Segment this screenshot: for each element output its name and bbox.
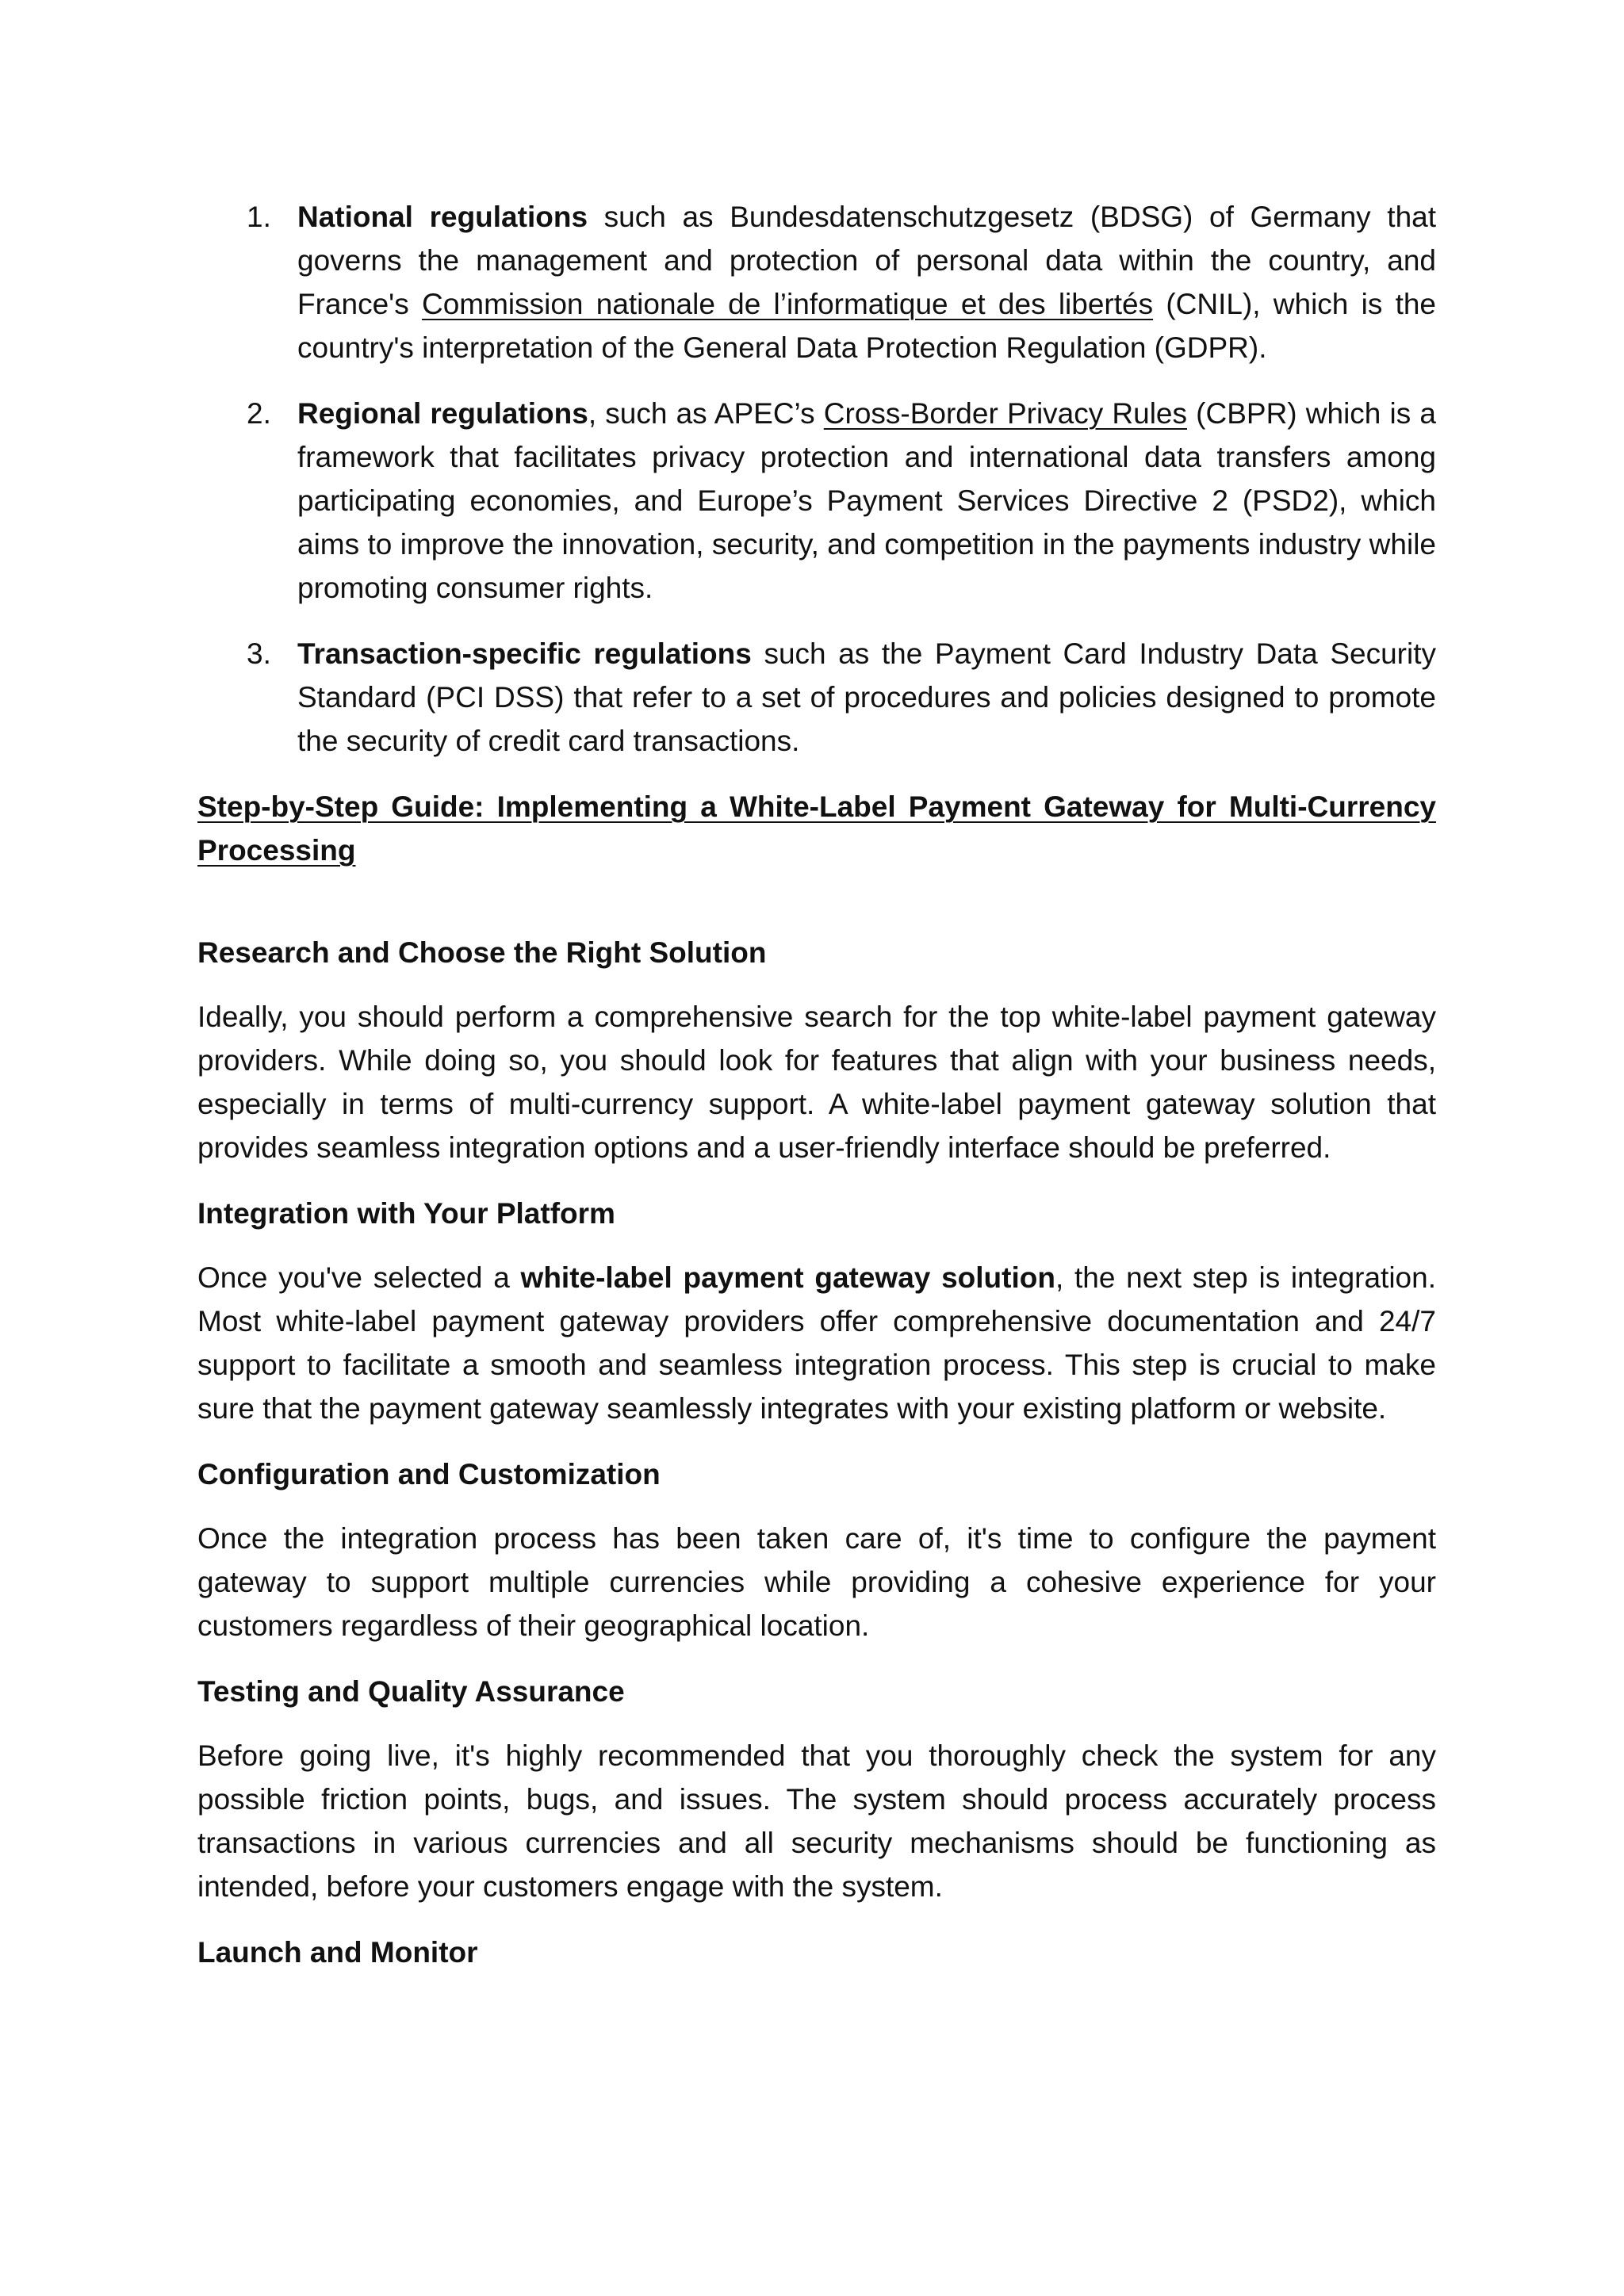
section-heading-launch: Launch and Monitor [197,1936,478,1969]
body-emphasis: white-label payment gateway solution [520,1261,1055,1294]
document-content [197,195,1436,1974]
cnil-link[interactable]: Commission nationale de l’informatique et des libertés [421,288,1154,320]
list-item [197,195,1436,369]
list-number: 2. [247,397,271,430]
list-item-term: Regional regulations [297,397,588,430]
section-body-configuration: Once the integration process has been taken care of, it's time to configure the payment gateway to support multiple currencies while providing a cohesive experience for your customers regardless of their geographical location. [197,1522,1436,1642]
list-item-term: Transaction-specific regulations [297,637,752,670]
body-text: Once you've selected a [197,1261,521,1294]
section-heading-testing: Testing and Quality Assurance [197,1675,625,1708]
list-number: 1. [247,201,271,233]
regulations-list [197,195,1436,763]
guide-title: Step-by-Step Guide: Implementing a White-Label Payment Gateway for Multi-Currency Processing [197,790,1436,867]
section-heading-research: Research and Choose the Right Solution [197,936,767,969]
list-item-term: National regulations [297,201,588,233]
body-text: , the next step is integration. Most white-label payment gateway providers offer comprehensive documentation and 24/7 support to facilitate a smooth and seamless integration process. This step is crucial to make sure that the payment gateway seamlessly integrates with your existing platform or website. [197,1261,1436,1425]
section-body-integration [197,1256,1436,1430]
cbpr-link[interactable]: Cross-Border Privacy Rules [823,397,1188,430]
list-item [197,392,1436,610]
list-item-text: (CBPR) which is a framework that facilitates privacy protection and international data transfers among participating economies, and Europe’s Payment Services Directive 2 (PSD2), which aims to improve the innovation, security, and competition in the payments industry while promoting consumer rights. [297,397,1437,604]
section-heading-integration: Integration with Your Platform [197,1197,615,1230]
section-body-testing: Before going live, it's highly recommended that you thoroughly check the system for any possible friction points, bugs, and issues. The system should process accurately process transactions in various currencies and all security mechanisms should be functioning as intended, before your customers engage with the system. [197,1739,1436,1903]
list-item [197,632,1436,763]
list-item-text: such as the Payment Card Industry Data Security Standard (PCI DSS) that refer to a set of procedures and policies designed to promote the security of credit card transactions. [297,637,1437,757]
list-item-text: , such as APEC’s [588,397,824,430]
list-item-text: (CNIL), which is the country's interpretation of the General Data Protection Regulation (GDPR). [297,288,1437,364]
section-body-research: Ideally, you should perform a comprehensive search for the top white-label payment gateway providers. While doing so, you should look for features that align with your business needs, especially in terms of multi-currency support. A white-label payment gateway solution that provides seamless integration options and a user-friendly interface should be preferred. [197,1001,1436,1164]
section-heading-configuration: Configuration and Customization [197,1458,661,1490]
list-number: 3. [247,637,271,670]
list-item-text: such as Bundesdatenschutzgesetz (BDSG) of Germany that governs the management and protection of personal data within the country, and France's [297,201,1437,320]
